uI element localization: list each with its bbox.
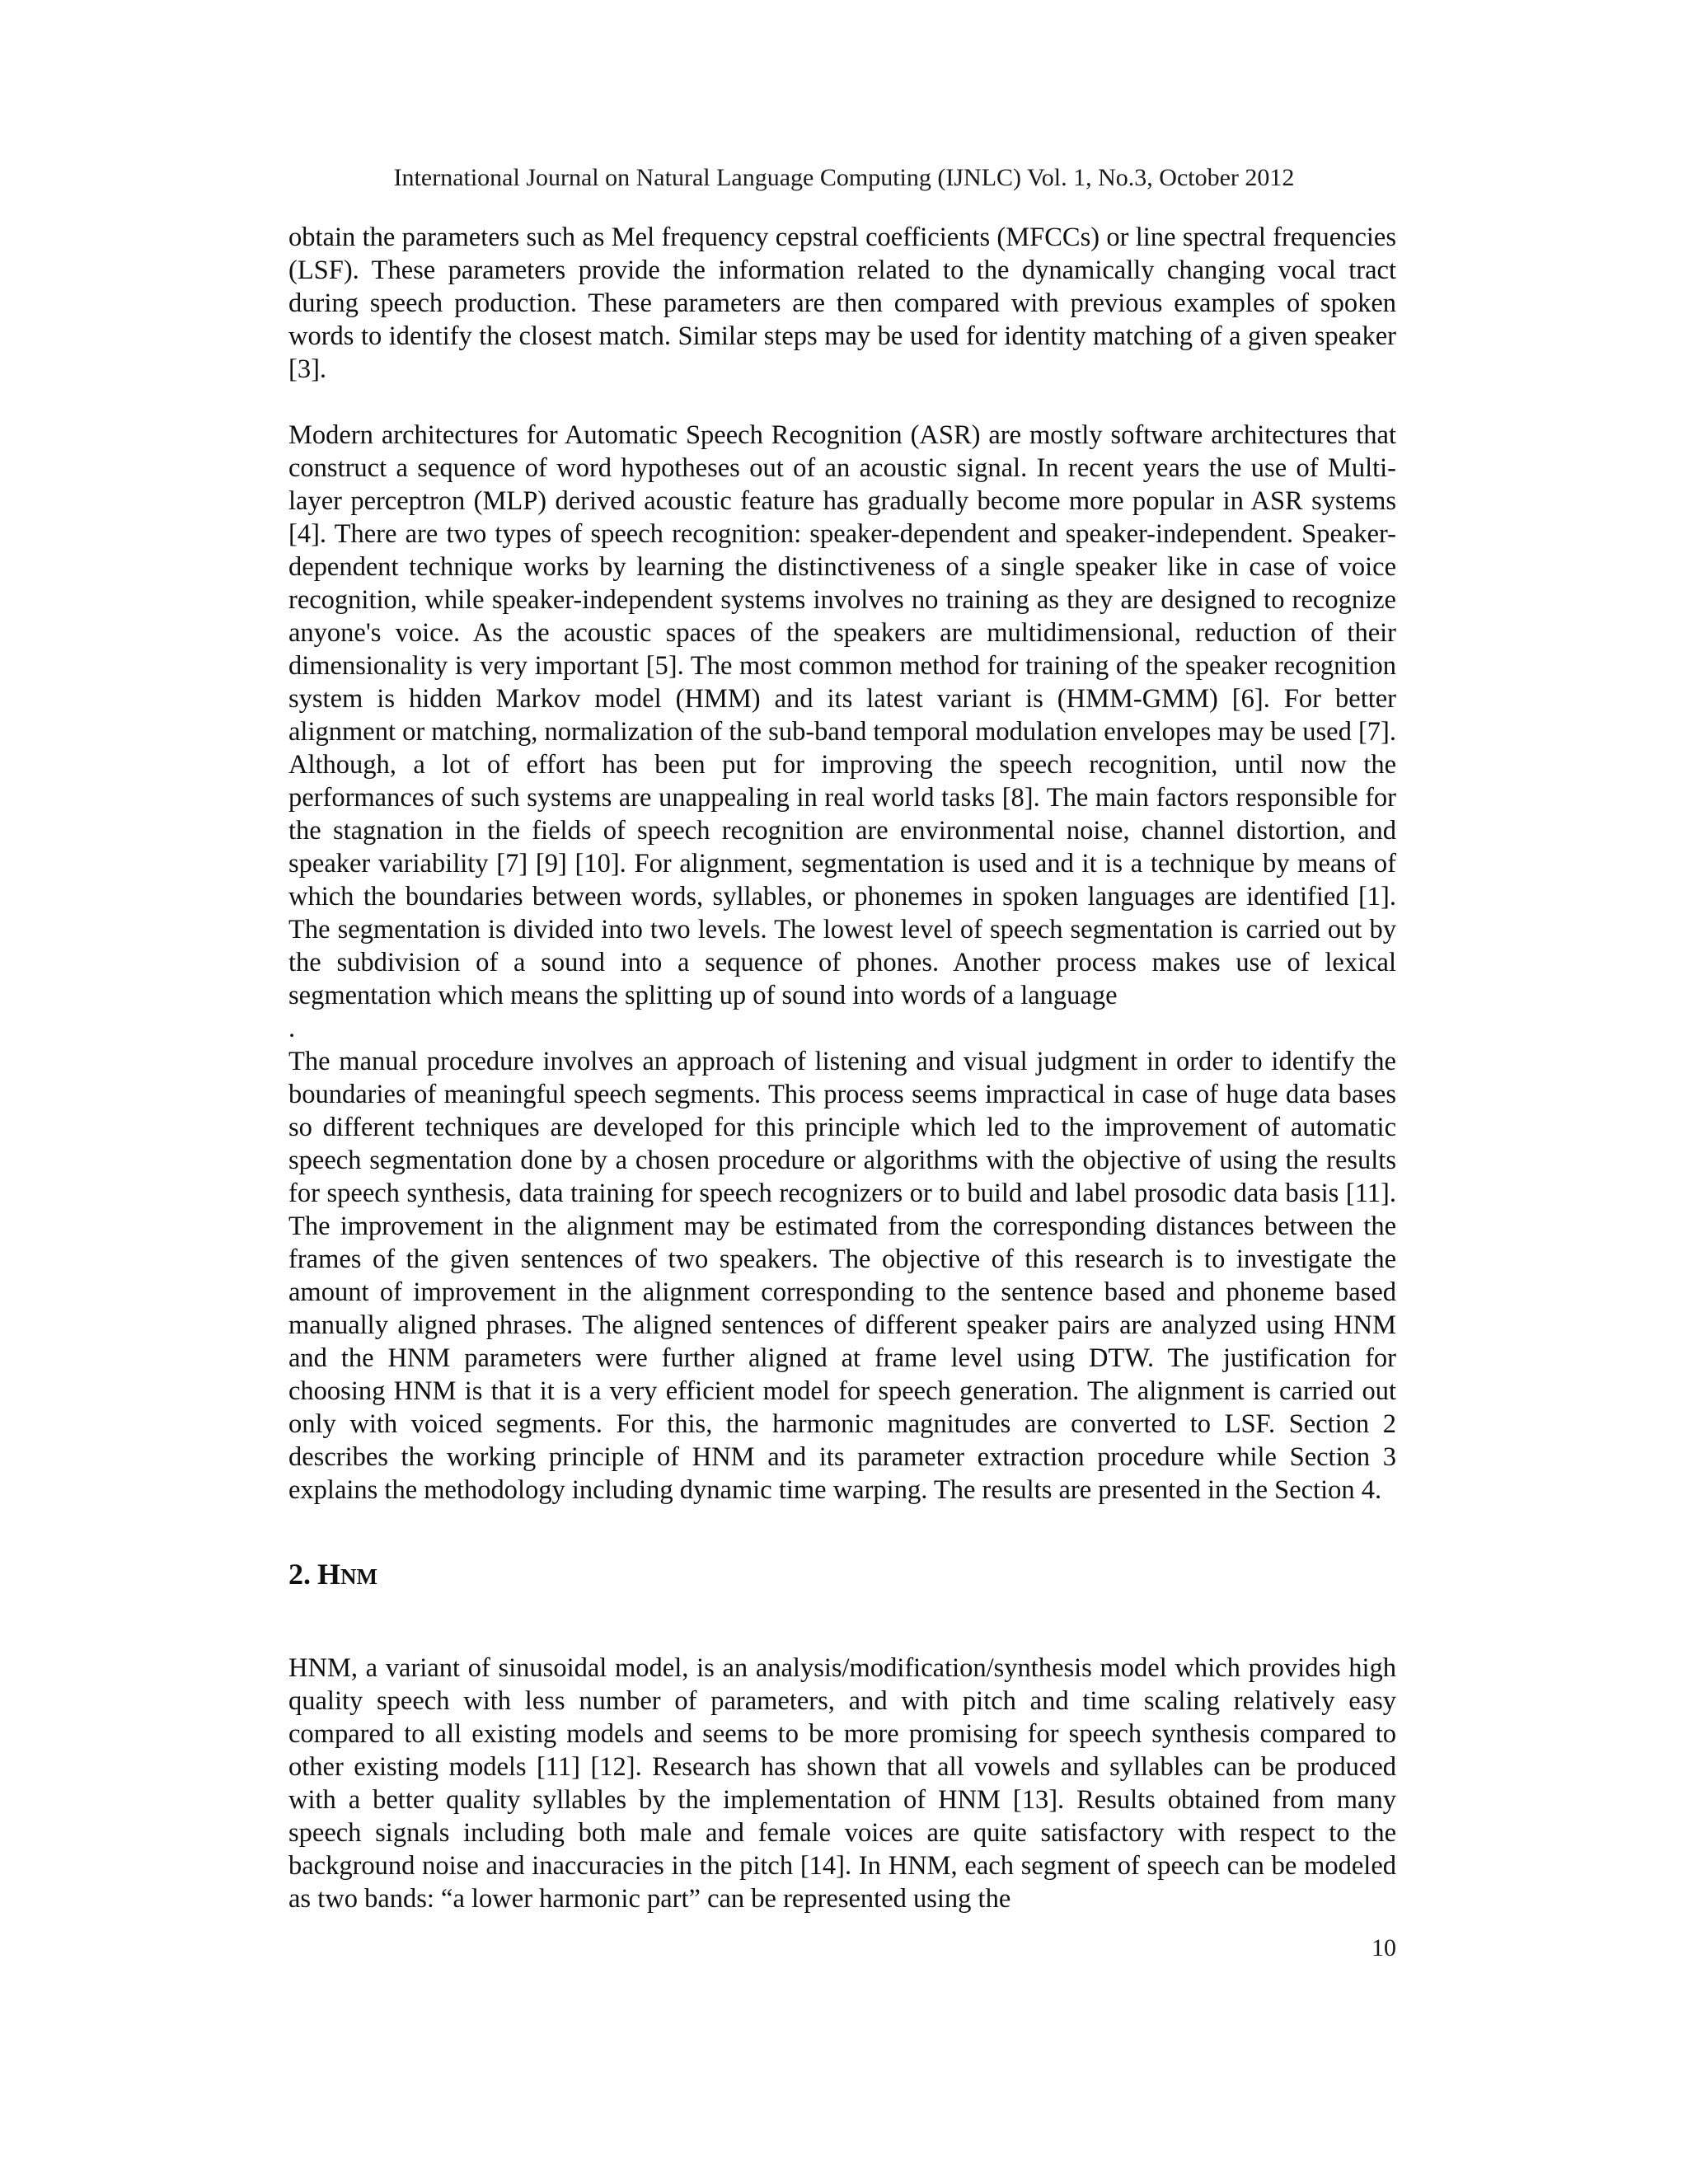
stray-period: . [288, 1014, 296, 1043]
section-heading-hnm [288, 1556, 1396, 1592]
section-title-rest: NM [340, 1564, 377, 1589]
page-body [288, 221, 1396, 1915]
body-paragraph-3: The manual procedure involves an approach of listening and visual judgment in order to identify the boundaries of meaningful speech segments. This process seems impractical in case of huge data bases so different techniques are developed for this principle which led to the improvement of automatic speech segmentation done by a chosen procedure or algorithms with the objective of using the results for speech synthesis, data training for speech recognizers or to build and label prosodic data basis [11]. The improvement in the alignment may be estimated from the corresponding distances between the frames of the given sentences of two speakers. The objective of this research is to investigate the amount of improvement in the alignment corresponding to the sentence based and phoneme based manually aligned phrases. The aligned sentences of different speaker pairs are analyzed using HNM and the HNM parameters were further aligned at frame level using DTW. The justification for choosing HNM is that it is a very efficient model for speech generation. The alignment is carried out only with voiced segments. For this, the harmonic magnitudes are converted to LSF. Section 2 describes the working principle of HNM and its parameter extraction procedure while Section 3 explains the methodology including dynamic time warping. The results are presented in the Section 4. [288, 1047, 1396, 1505]
body-paragraph-4: HNM, a variant of sinusoidal model, is an analysis/modification/synthesis model which provides high quality speech with less number of parameters, and with pitch and time scaling relatively easy compared to all existing models and seems to be more promising for speech synthesis compared to other existing models [11] [12]. Research has shown that all vowels and syllables can be produced with a better quality syllables by the implementation of HNM [13]. Results obtained from many speech signals including both male and female voices are quite satisfactory with respect to the background noise and inaccuracies in the pitch [14]. In HNM, each segment of speech can be modeled as two bands: “a lower harmonic part” can be represented using the [288, 1653, 1396, 1914]
running-header: International Journal on Natural Language Computing (IJNLC) Vol. 1, No.3, October 2012 [393, 164, 1295, 191]
page-number: 10 [1372, 1934, 1396, 1961]
section-title-initial: H [317, 1558, 341, 1591]
body-paragraph-2: Modern architectures for Automatic Speech Recognition (ASR) are mostly software architectures that construct a sequence of word hypotheses out of an acoustic signal. In recent years the use of Multi-layer perceptron (MLP) derived acoustic feature has gradually become more popular in ASR systems [4]. There are two types of speech recognition: speaker-dependent and speaker-independent. Speaker-dependent technique works by learning the distinctiveness of a single speaker like in case of voice recognition, while speaker-independent systems involves no training as they are designed to recognize anyone's voice. As the acoustic spaces of the speakers are multidimensional, reduction of their dimensionality is very important [5]. The most common method for training of the speaker recognition system is hidden Markov model (HMM) and its latest variant is (HMM-GMM) [6]. For better alignment or matching, normalization of the sub-band temporal modulation envelopes may be used [7]. Although, a lot of effort has been put for improving the speech recognition, until now the performances of such systems are unappealing in real world tasks [8]. The main factors responsible for the stagnation in the fields of speech recognition are environmental noise, channel distortion, and speaker variability [7] [9] [10]. For alignment, segmentation is used and it is a technique by means of which the boundaries between words, syllables, or phonemes in spoken languages are identified [1]. The segmentation is divided into two levels. The lowest level of speech segmentation is carried out by the subdivision of a sound into a sequence of phones. Another process makes use of lexical segmentation which means the splitting up of sound into words of a language [288, 420, 1396, 1010]
section-number: 2. [288, 1558, 311, 1591]
body-paragraph-1: obtain the parameters such as Mel frequency cepstral coefficients (MFCCs) or line spectral frequencies (LSF). These parameters provide the information related to the dynamically changing vocal tract during speech production. These parameters are then compared with previous examples of spoken words to identify the closest match. Similar steps may be used for identity matching of a given speaker [3]. [288, 223, 1396, 384]
